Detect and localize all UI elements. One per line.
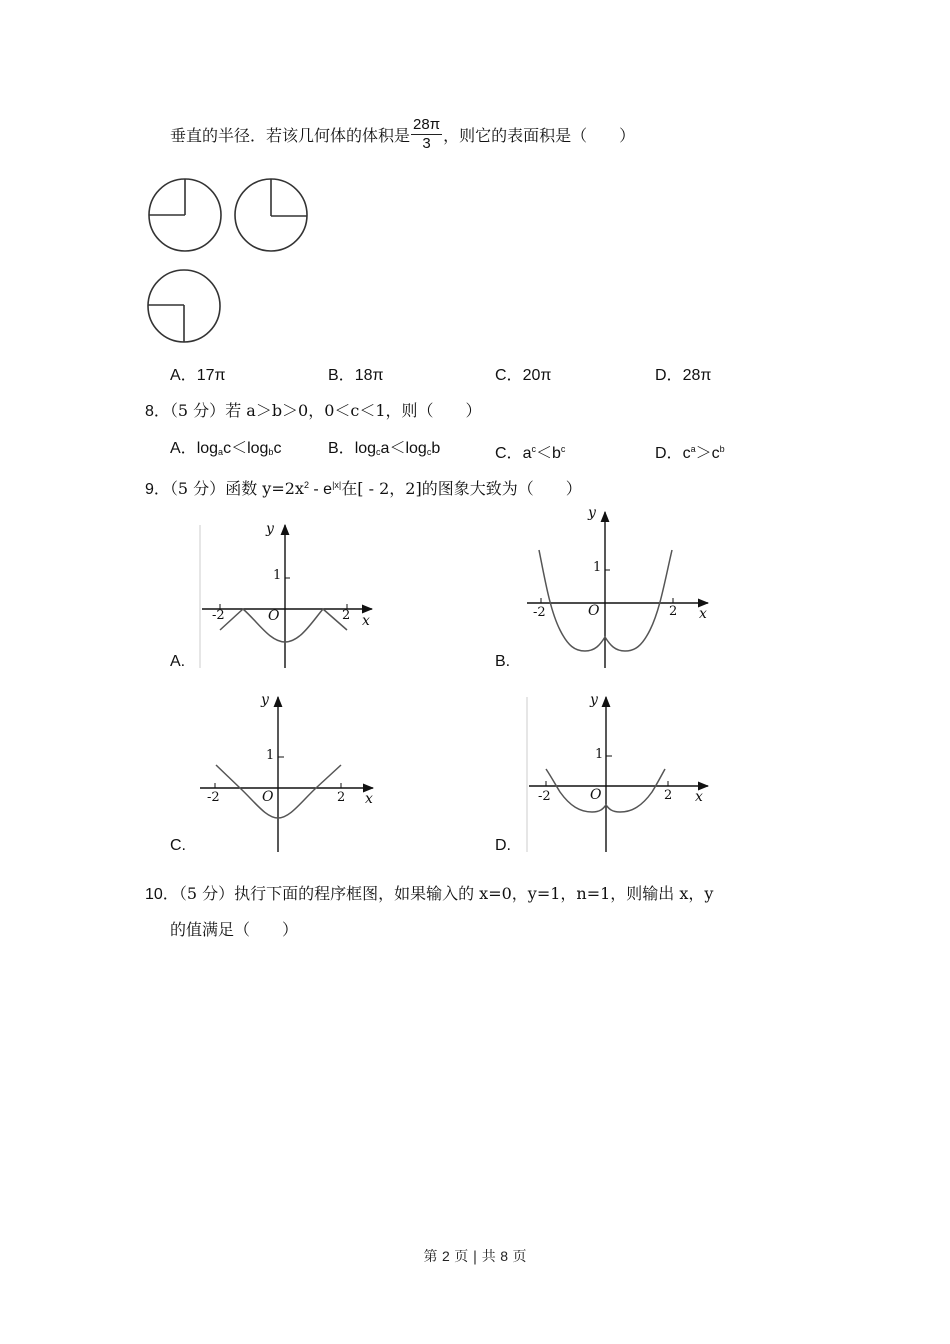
q10-stem-text: 执行下面的程序框图，如果输入的 x=0，y=1，n=1，则输出 x，y	[234, 884, 714, 903]
q8-stem	[145, 401, 482, 422]
graph-d-tick-2: 2	[664, 788, 673, 803]
footer-total-pages: 8	[500, 1248, 509, 1264]
q7-option-b[interactable]: B．18π	[328, 367, 384, 384]
footer-prefix: 第	[423, 1249, 438, 1265]
q9-stem: 9．（5 分）函数 $y=2x^2 - e^{|x|}$在[ - 2，2]的图象大致为（ ）	[145, 479, 582, 498]
q7-option-d[interactable]: D．28π	[655, 367, 712, 384]
q7-stem-before: 垂直的半径．若该几何体的体积是	[170, 126, 411, 145]
q7-stem	[170, 118, 635, 155]
three-view-svg	[140, 170, 340, 350]
graph-c-option-label[interactable]: C.	[170, 837, 186, 854]
graph-b[interactable]	[527, 512, 708, 668]
page-footer	[0, 1246, 950, 1266]
graph-b-origin-label: O	[588, 603, 600, 619]
graph-b-y-label: y	[588, 505, 596, 521]
footer-suffix: 页	[512, 1249, 527, 1265]
graph-b-x-label: x	[699, 606, 707, 622]
q7-fraction	[411, 116, 442, 153]
q8-number: 8．	[145, 403, 170, 420]
graph-c-tick-2: 2	[337, 790, 346, 805]
q8-option-a[interactable]: A．$\log_ac<\log_bc$	[170, 440, 282, 457]
q8-stem-text: 若 a＞b＞0，0＜c＜1，则（ ）	[225, 401, 482, 420]
graph-d-tick-neg2: -2	[538, 789, 551, 804]
q7-option-c[interactable]: C．20π	[495, 367, 552, 384]
q8-option-c[interactable]: C．$a^c<b^c$	[495, 444, 566, 462]
q10-stem-line1	[145, 884, 713, 905]
graph-a-tick-neg2: -2	[212, 608, 225, 623]
q10-number: 10．	[145, 886, 179, 903]
graph-a-tick-2: 2	[342, 608, 351, 623]
graph-b-tick-2: 2	[669, 604, 678, 619]
graph-a-tick-1: 1	[273, 568, 282, 583]
footer-mid: 页 | 共	[454, 1249, 496, 1265]
graph-b-tick-neg2: -2	[533, 605, 546, 620]
graph-c-tick-neg2: -2	[207, 790, 220, 805]
q10-score: （5 分）	[178, 884, 235, 903]
graph-d-y-label: y	[590, 692, 598, 708]
graph-a[interactable]	[200, 525, 372, 668]
q10-stem-line2: 的值满足（ ）	[170, 920, 299, 939]
q9-number: 9．	[145, 481, 170, 498]
graph-d-x-label: x	[695, 789, 703, 805]
q8-option-b[interactable]: B．$\log_ca<\log_cb$	[328, 440, 441, 457]
q7-option-a[interactable]: A．17π	[170, 367, 226, 384]
q7-stem-after: ，则它的表面积是（ ）	[443, 126, 636, 145]
q9-score: （5 分）	[169, 479, 226, 498]
graph-c[interactable]	[200, 697, 373, 852]
graph-d-option-label[interactable]: D.	[495, 837, 511, 854]
graph-d-tick-1: 1	[595, 747, 604, 762]
footer-current-page: 2	[441, 1248, 450, 1264]
graph-a-x-label: x	[362, 613, 370, 629]
q7-fraction-denominator: 3	[422, 135, 431, 152]
q8-score: （5 分）	[169, 401, 226, 420]
graph-d-origin-label: O	[590, 787, 602, 803]
graph-b-tick-1: 1	[593, 560, 602, 575]
graph-b-option-label[interactable]: B.	[495, 653, 511, 670]
graph-a-origin-label: O	[268, 608, 280, 624]
graph-c-tick-1: 1	[266, 748, 275, 763]
q7-three-view-figure	[140, 170, 340, 350]
graph-d[interactable]	[527, 697, 708, 852]
graph-a-y-label: y	[266, 521, 274, 537]
q8-option-d[interactable]: D．$c^a>c^b$	[655, 444, 725, 462]
graph-c-y-label: y	[261, 692, 269, 708]
graph-c-x-label: x	[365, 791, 373, 807]
graph-c-origin-label: O	[262, 789, 274, 805]
graph-a-option-label[interactable]: A.	[170, 653, 186, 670]
q7-fraction-numerator: 28π	[413, 116, 441, 133]
